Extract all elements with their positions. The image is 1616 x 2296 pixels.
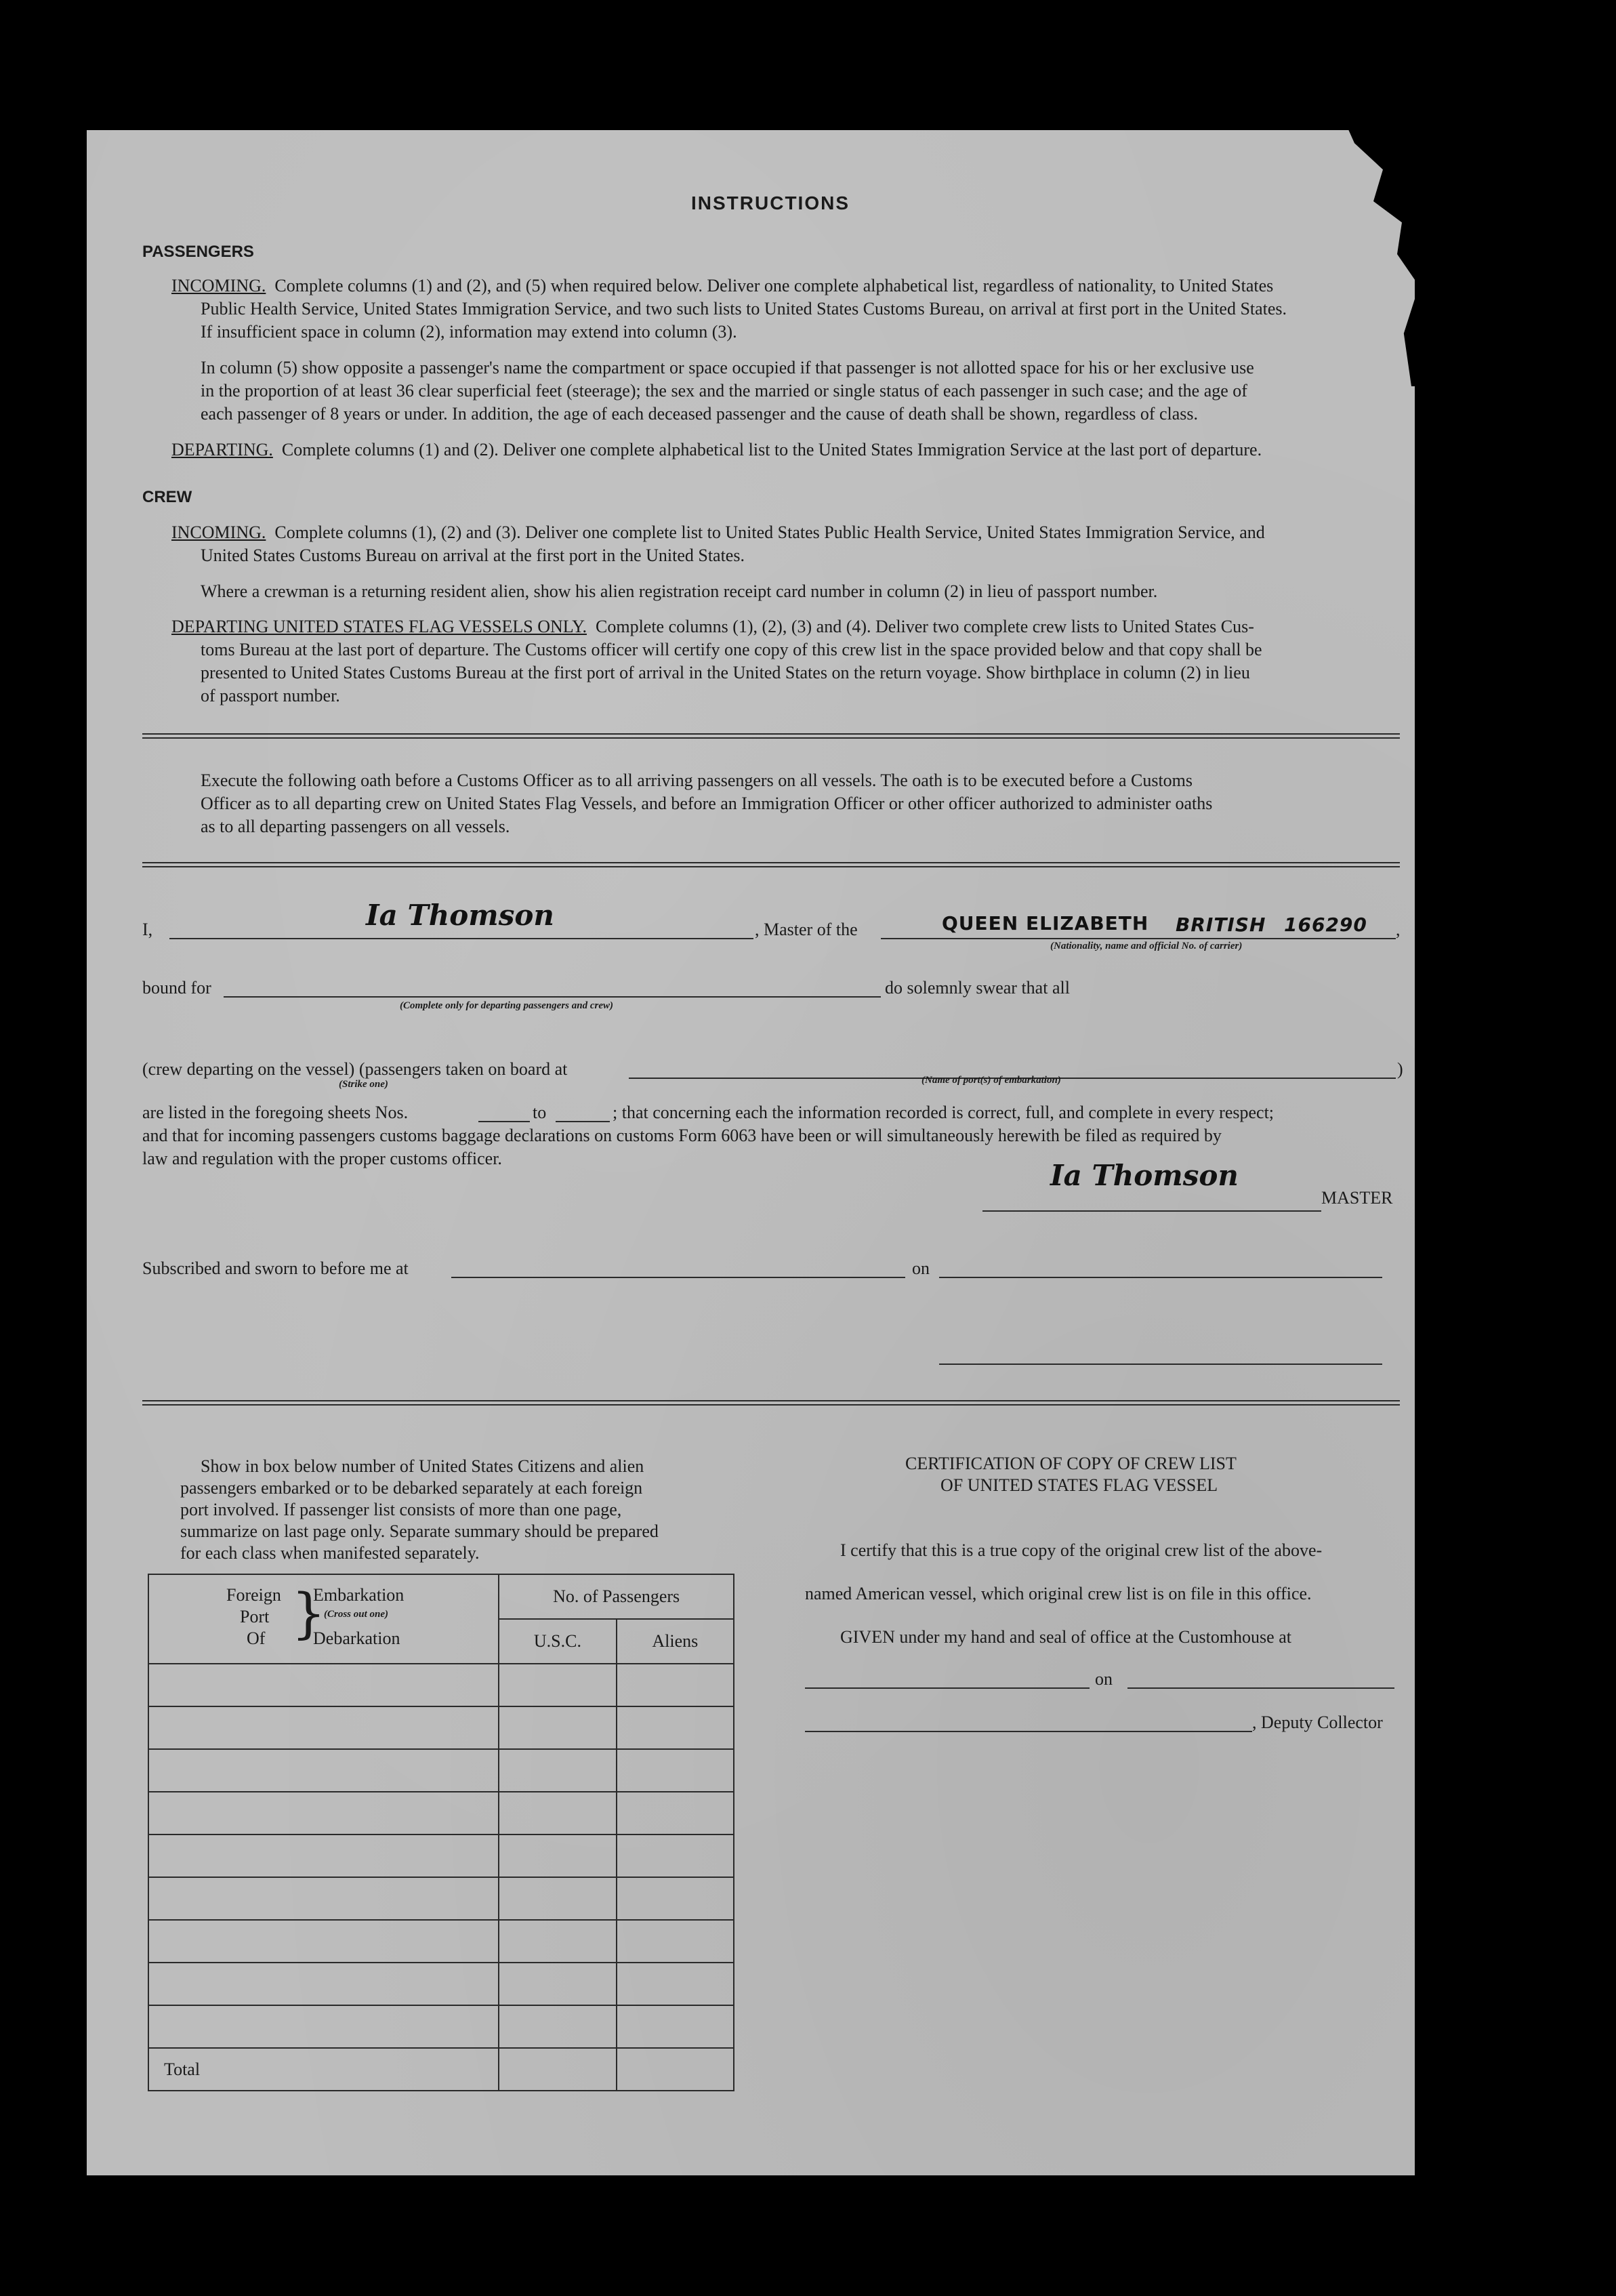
master-signature-line bbox=[982, 1210, 1321, 1212]
brace: } bbox=[291, 1582, 326, 1645]
crew-incoming-line-1: INCOMING. Complete columns (1), (2) and (3). Deliver one complete list to United States Public Health Service, United States Immigration Service, and bbox=[171, 522, 1265, 542]
customhouse-line bbox=[805, 1687, 1090, 1689]
port-header-cell bbox=[148, 1574, 499, 1664]
crew-departing-line-1: DEPARTING UNITED STATES FLAG VESSELS ONLY. Complete columns (1), (2), (3) and (4). Deliver two complete crew lists to United States Cus- bbox=[171, 617, 1254, 636]
certification-title-1: CERTIFICATION OF COPY OF CREW LIST bbox=[905, 1454, 1237, 1473]
table-row bbox=[148, 1963, 734, 2005]
subscribed-label: Subscribed and sworn to before me at bbox=[142, 1258, 409, 1278]
ports-caption: (Name of port(s) of embarkation) bbox=[921, 1075, 1061, 1086]
certification-given: GIVEN under my hand and seal of office at the Customhouse at bbox=[840, 1627, 1291, 1647]
listed-text-a: are listed in the foregoing sheets Nos. bbox=[142, 1103, 409, 1122]
passengers-incoming-line-2: Public Health Service, United States Immigration Service, and two such lists to United States Customs Bureau, on arrival at first port in the United States. bbox=[201, 299, 1287, 319]
crew-departing-line-3: presented to United States Customs Bureau at the first port of arrival in the United States on the return voyage. Show birthplace in column (2) in lieu bbox=[201, 663, 1250, 682]
oath-intro-line-1: Execute the following oath before a Customs Officer as to all arriving passengers on all vessels. The oath is to be executed before a Customs bbox=[201, 771, 1193, 790]
crew-departing-label: DEPARTING UNITED STATES FLAG VESSELS ONLY. bbox=[171, 617, 587, 636]
vessel-name: QUEEN ELIZABETH bbox=[942, 912, 1149, 935]
summary-intro-4: summarize on last page only. Separate summary should be prepared bbox=[180, 1521, 659, 1541]
listed-to: to bbox=[533, 1103, 547, 1122]
crew-incoming-label: INCOMING. bbox=[171, 522, 266, 542]
summary-intro-3: port involved. If passenger list consists of more than one page, bbox=[180, 1500, 622, 1519]
deputy-collector-line bbox=[805, 1731, 1252, 1732]
col-debarkation: Debarkation bbox=[313, 1628, 400, 1648]
oath-i-label: I, bbox=[142, 920, 153, 939]
col-foreign: Foreign bbox=[226, 1585, 281, 1605]
table-row bbox=[148, 1834, 734, 1877]
table-row bbox=[148, 1749, 734, 1792]
certification-text-1: I certify that this is a true copy of the original crew list of the above- bbox=[840, 1540, 1323, 1560]
crew-passengers-label: (crew departing on the vessel) (passengers taken on board at bbox=[142, 1059, 568, 1079]
carrier-caption: (Nationality, name and official No. of carrier) bbox=[1050, 941, 1243, 951]
col5-line-2: in the proportion of at least 36 clear superficial feet (steerage); the sex and the married or single status of each passenger in such case; and the age of bbox=[201, 381, 1247, 401]
crew-departing-line-2: toms Bureau at the last port of departure. The Customs officer will certify one copy of this crew list in the space provided below and that copy shall be bbox=[201, 640, 1262, 659]
crew-resident-text: Where a crewman is a returning resident alien, show his alien registration receipt card number in column (2) in lieu of passport number. bbox=[201, 581, 1158, 601]
page-title: INSTRUCTIONS bbox=[691, 192, 850, 213]
divider bbox=[142, 733, 1400, 739]
officer-signature-line bbox=[939, 1364, 1382, 1365]
sheet-to-line bbox=[556, 1121, 610, 1122]
table-row-total bbox=[148, 2048, 734, 2091]
col5-line-1: In column (5) show opposite a passenger's name the compartment or space occupied if that passenger is not allotted space for his or her exclusive use bbox=[201, 358, 1254, 377]
subscribed-date-line bbox=[939, 1277, 1382, 1278]
col-aliens: Aliens bbox=[617, 1619, 734, 1664]
table-row bbox=[148, 1664, 734, 1706]
bound-for-line bbox=[224, 996, 881, 998]
master-name-line bbox=[169, 938, 753, 939]
col-usc: U.S.C. bbox=[499, 1619, 616, 1664]
divider bbox=[142, 862, 1400, 867]
master-signature-2: Ia Thomson bbox=[1050, 1159, 1239, 1192]
passengers-heading: PASSENGERS bbox=[142, 243, 254, 261]
subscribed-on-label: on bbox=[912, 1258, 930, 1278]
passengers-incoming-line-1: INCOMING. Complete columns (1) and (2), and (5) when required below. Deliver one complete alphabetical list, regardless of nationality, to United States bbox=[171, 276, 1274, 295]
certification-text-2: named American vessel, which original crew list is on file in this office. bbox=[805, 1584, 1312, 1603]
table-row bbox=[148, 1792, 734, 1834]
passengers-departing-label: DEPARTING. bbox=[171, 440, 273, 459]
bound-for-caption: (Complete only for departing passengers and crew) bbox=[400, 1000, 613, 1011]
crew-incoming-line-2: United States Customs Bureau on arrival at the first port in the United States. bbox=[201, 546, 745, 565]
close-paren: ) bbox=[1397, 1059, 1403, 1079]
oath-intro-line-2: Officer as to all departing crew on United States Flag Vessels, and before an Immigration Officer or other officer authorized to administer oaths bbox=[201, 794, 1213, 813]
summary-intro-5: for each class when manifested separately. bbox=[180, 1543, 480, 1563]
comma: , bbox=[1396, 920, 1401, 939]
vessel-nationality: BRITISH bbox=[1176, 914, 1266, 936]
passengers-departing: DEPARTING. Complete columns (1) and (2). Deliver one complete alphabetical list to the United States Immigration Service at the last port of departure. bbox=[171, 440, 1262, 459]
col-of: Of bbox=[247, 1628, 266, 1648]
table-row bbox=[148, 1920, 734, 1963]
summary-intro-1: Show in box below number of United States Citizens and alien bbox=[201, 1456, 644, 1476]
master-signature: Ia Thomson bbox=[366, 899, 554, 932]
master-label: MASTER bbox=[1321, 1188, 1393, 1208]
master-of-label: , Master of the bbox=[755, 920, 858, 939]
col-no-passengers: No. of Passengers bbox=[499, 1574, 734, 1619]
listed-text-3: law and regulation with the proper customs officer. bbox=[142, 1149, 502, 1168]
subscribed-place-line bbox=[451, 1277, 905, 1278]
col5-line-3: each passenger of 8 years or under. In addition, the age of each deceased passenger and the cause of death shall be shown, regardless of class. bbox=[201, 404, 1199, 424]
listed-text-b: ; that concerning each the information recorded is correct, full, and complete in every respect; bbox=[613, 1103, 1275, 1122]
oath-intro-line-3: as to all departing passengers on all vessels. bbox=[201, 817, 510, 836]
crew-departing-line-4: of passport number. bbox=[201, 686, 340, 705]
carrier-line bbox=[881, 938, 1396, 939]
deputy-collector-label: , Deputy Collector bbox=[1252, 1713, 1383, 1732]
col-cross-out: (Cross out one) bbox=[324, 1609, 389, 1620]
certification-title-2: OF UNITED STATES FLAG VESSEL bbox=[940, 1475, 1218, 1495]
listed-text-2: and that for incoming passengers customs baggage declarations on customs Form 6063 have been or will simultaneously herewith be filed as required by bbox=[142, 1126, 1222, 1145]
passengers-incoming-line-3: If insufficient space in column (2), information may extend into column (3). bbox=[201, 322, 737, 342]
col-port: Port bbox=[240, 1607, 270, 1626]
total-label: Total bbox=[148, 2048, 499, 2091]
strike-one-caption: (Strike one) bbox=[339, 1079, 388, 1090]
table-row bbox=[148, 2005, 734, 2048]
bound-for-label: bound for bbox=[142, 978, 211, 998]
divider bbox=[142, 1400, 1400, 1406]
certification-on-label: on bbox=[1095, 1669, 1113, 1689]
col-embarkation: Embarkation bbox=[313, 1585, 405, 1605]
passengers-incoming-label: INCOMING. bbox=[171, 276, 266, 295]
vessel-official-no: 166290 bbox=[1284, 914, 1367, 936]
crew-heading: CREW bbox=[142, 488, 192, 506]
certification-date-line bbox=[1127, 1687, 1394, 1689]
sheet-from-line bbox=[478, 1121, 530, 1122]
passenger-summary-table bbox=[148, 1574, 734, 2091]
summary-intro-2: passengers embarked or to be debarked separately at each foreign bbox=[180, 1478, 643, 1498]
table-row bbox=[148, 1706, 734, 1749]
table-row bbox=[148, 1877, 734, 1920]
swear-label: do solemnly swear that all bbox=[885, 978, 1070, 998]
